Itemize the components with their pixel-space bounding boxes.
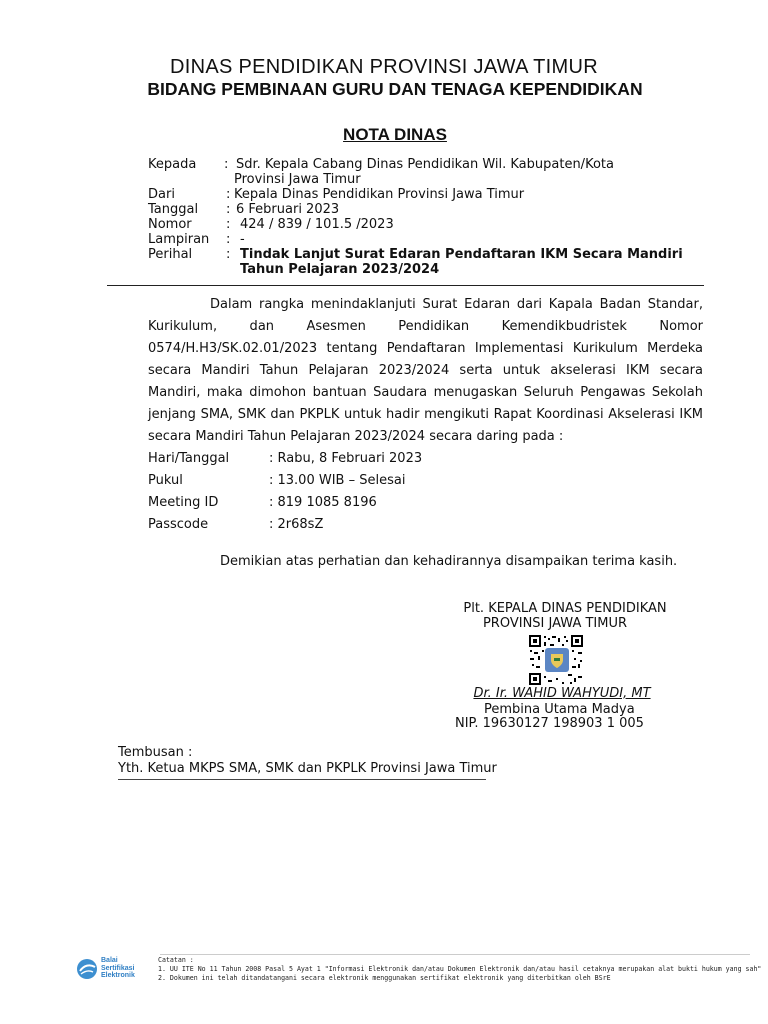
kepada-colon: : (224, 157, 229, 172)
signer-position-1: Plt. KEPALA DINAS PENDIDIKAN (463, 601, 667, 616)
pukul-label: Pukul (148, 473, 183, 488)
dari-label: Dari (148, 187, 175, 202)
kepada-label: Kepada (148, 157, 197, 172)
bsre-logo-text-1: Balai (101, 957, 118, 964)
lampiran-value: - (240, 232, 245, 247)
qr-code-icon (528, 634, 584, 686)
hari-label: Hari/Tanggal (148, 451, 230, 466)
passcode-label: Passcode (148, 517, 209, 532)
document-title: NOTA DINAS (343, 125, 447, 144)
meeting-id-value: : 819 1085 8196 (269, 495, 377, 510)
nomor-label: Nomor (148, 217, 192, 232)
tanggal-colon: : (226, 202, 231, 217)
perihal-colon: : (226, 247, 231, 262)
pukul-value: : 13.00 WIB – Selesai (269, 473, 406, 488)
passcode-value: : 2r68sZ (269, 517, 324, 532)
bsre-logo-text-2: Sertifikasi (101, 964, 135, 972)
closing-text: Demikian atas perhatian dan kehadirannya disampaikan terima kasih. (220, 554, 678, 569)
perihal-value: Tindak Lanjut Surat Edaran Pendaftaran IKM Secara Mandiri (240, 247, 683, 262)
kepada-value: Sdr. Kepala Cabang Dinas Pendidikan Wil. Kabupaten/Kota (236, 157, 614, 172)
dari-value: Kepala Dinas Pendidikan Provinsi Jawa Timur (234, 187, 525, 202)
bsre-logo (76, 957, 160, 981)
hari-value: : Rabu, 8 Februari 2023 (269, 451, 423, 466)
perihal-value-2: Tahun Pelajaran 2023/2024 (240, 262, 440, 277)
signer-name: Dr. Ir. WAHID WAHYUDI, MT (473, 686, 651, 701)
lampiran-colon: : (226, 232, 231, 247)
signer-position-2: PROVINSI JAWA TIMUR (482, 616, 628, 631)
lampiran-label: Lampiran (148, 232, 210, 247)
footer-catatan: Catatan : (158, 956, 194, 964)
tanggal-label: Tanggal (148, 202, 199, 217)
meeting-id-label: Meeting ID (148, 495, 219, 510)
agency-title: DINAS PENDIDIKAN PROVINSI JAWA TIMUR (170, 56, 598, 78)
signer-nip: NIP. 19630127 198903 1 005 (455, 716, 644, 731)
tembusan-item: Yth. Ketua MKPS SMA, SMK dan PKPLK Provinsi Jawa Timur (118, 761, 497, 776)
body-text: Dalam rangka menindaklanjuti Surat Edaran dari Kapala Badan Standar, Kurikulum, dan Asesmen Pendidikan Kemendikbudristek Nomor 0574/H.H3/SK.02.01/2023 tentang Pendaftaran Implementasi Kurikulum Merdeka secara Mandiri Tahun Pelajaran 2023/2024 serta untuk akselerasi IKM secara Mandiri, maka dimohon bantuan Saudara menugaskan Seluruh Pengawas Sekolah jenjang SMA, SMK dan PKPLK untuk hadir mengikuti Rapat Koordinasi Akselerasi IKM secara Mandiri Tahun Pelajaran 2023/2024 secara daring pada : (148, 297, 703, 444)
footer-divider (160, 954, 750, 955)
tembusan-divider (118, 779, 486, 780)
perihal-label: Perihal (148, 247, 193, 262)
kepada-value-2: Provinsi Jawa Timur (234, 172, 361, 187)
nomor-value: 424 / 839 / 101.5 /2023 (240, 217, 394, 232)
footer-note-1: 1. UU ITE No 11 Tahun 2008 Pasal 5 Ayat 1 "Informasi Elektronik dan/atau Dokumen Elektronik dan/atau hasil cetaknya merupakan alat bukti hukum yang sah" (158, 965, 762, 973)
dari-colon: : (226, 187, 231, 202)
footer-note-2: 2. Dokumen ini telah ditandatangani secara elektronik menggunakan sertifikat elektronik yang diterbitkan oleh BSrE (158, 974, 611, 982)
division-title: BIDANG PEMBINAAN GURU DAN TENAGA KEPENDIDIKAN (147, 79, 643, 99)
bsre-logo-icon (76, 958, 98, 980)
nomor-colon: : (226, 217, 231, 232)
tanggal-value: 6 Februari 2023 (236, 202, 340, 217)
bsre-logo-text-3: Elektronik (101, 972, 135, 979)
tembusan-label: Tembusan : (118, 745, 193, 760)
signer-rank: Pembina Utama Madya (484, 702, 635, 717)
